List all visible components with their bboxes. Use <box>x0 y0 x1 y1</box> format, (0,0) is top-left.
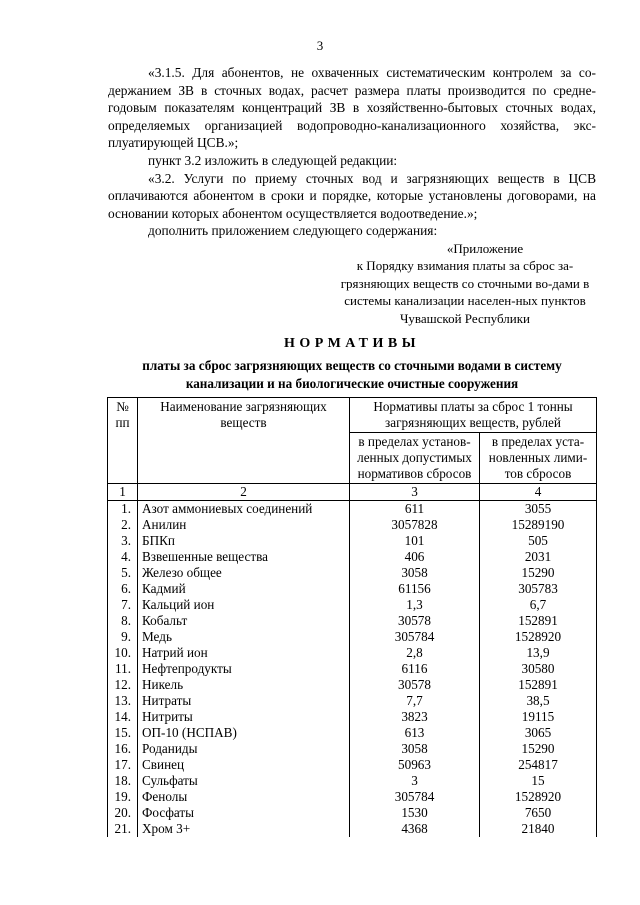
row-substance-name: Никель <box>138 677 350 693</box>
row-substance-name: БПКп <box>138 533 350 549</box>
row-limit-value: 30580 <box>480 661 597 677</box>
header-num: № пп <box>108 398 138 484</box>
row-substance-name: Свинец <box>138 757 350 773</box>
row-number: 1. <box>108 501 138 518</box>
paragraph-3-1-5: «3.1.5. Для абонентов, не охваченных систематическим контролем за со-держанием ЗВ в сточных водах, расчет размера платы производится по средне-годовым показателям концентраций ЗВ в хозяйственно-бытовых сточных водах, определяемых организацией водопроводно-канализационного хозяйства, экс-плуатирующей ЦСВ.»; <box>108 65 596 151</box>
row-substance-name: ОП-10 (НСПАВ) <box>138 725 350 741</box>
header-norms: Нормативы платы за сброс 1 тонны загрязняющих веществ, рублей <box>350 398 597 433</box>
table-row <box>108 741 597 757</box>
row-number: 3. <box>108 533 138 549</box>
row-number: 8. <box>108 613 138 629</box>
heading-subtitle: платы за сброс загрязняющих веществ со сточными водами в систему канализации и на биологические очистные сооружения <box>142 358 562 391</box>
row-substance-name: Фосфаты <box>138 805 350 821</box>
row-limit-value: 19115 <box>480 709 597 725</box>
table-row <box>108 805 597 821</box>
paragraph-point-3-2: пункт 3.2 изложить в следующей редакции: <box>148 152 398 168</box>
row-number: 15. <box>108 725 138 741</box>
table-row <box>108 533 597 549</box>
row-substance-name: Азот аммониевых соединений <box>138 501 350 518</box>
table-row <box>108 677 597 693</box>
norms-table <box>107 397 597 837</box>
table-row <box>108 773 597 789</box>
row-norm-value: 406 <box>350 549 480 565</box>
row-substance-name: Железо общее <box>138 565 350 581</box>
row-norm-value: 6116 <box>350 661 480 677</box>
row-limit-value: 3065 <box>480 725 597 741</box>
table-row <box>108 501 597 518</box>
row-number: 4. <box>108 549 138 565</box>
row-substance-name: Нефтепродукты <box>138 661 350 677</box>
page-number: 3 <box>316 38 324 53</box>
paragraph-3-2: «3.2. Услуги по приему сточных вод и загрязняющих веществ в ЦСВ оплачиваются абонентом в сроки и порядке, которые установлены договорами, на основании которых абонентом осуществляется водоотведение.»; <box>108 170 596 221</box>
table-row <box>108 661 597 677</box>
heading-main: НОРМАТИВЫ <box>284 336 420 351</box>
table-row <box>108 645 597 661</box>
table-row <box>108 613 597 629</box>
row-norm-value: 3058 <box>350 741 480 757</box>
body-text <box>108 64 596 240</box>
table-row <box>108 549 597 565</box>
table-row <box>108 517 597 533</box>
header-name: Наименование загрязняющих веществ <box>138 398 350 484</box>
row-norm-value: 305784 <box>350 789 480 805</box>
row-norm-value: 3 <box>350 773 480 789</box>
row-number: 21. <box>108 821 138 837</box>
table-row <box>108 757 597 773</box>
row-limit-value: 15290 <box>480 565 597 581</box>
row-norm-value: 613 <box>350 725 480 741</box>
appendix-title: «Приложение <box>446 241 524 256</box>
table-row <box>108 581 597 597</box>
table-row <box>108 789 597 805</box>
row-limit-value: 152891 <box>480 677 597 693</box>
row-norm-value: 61156 <box>350 581 480 597</box>
table-row <box>108 725 597 741</box>
row-norm-value: 1,3 <box>350 597 480 613</box>
row-number: 14. <box>108 709 138 725</box>
row-substance-name: Кадмий <box>138 581 350 597</box>
row-substance-name: Хром 3+ <box>138 821 350 837</box>
row-limit-value: 7650 <box>480 805 597 821</box>
col-number: 1 <box>108 484 138 501</box>
row-substance-name: Медь <box>138 629 350 645</box>
table-row <box>108 629 597 645</box>
row-number: 6. <box>108 581 138 597</box>
row-number: 17. <box>108 757 138 773</box>
row-limit-value: 6,7 <box>480 597 597 613</box>
row-limit-value: 15 <box>480 773 597 789</box>
row-norm-value: 3823 <box>350 709 480 725</box>
table-body <box>108 501 597 838</box>
appendix-header <box>340 240 590 327</box>
table-row <box>108 709 597 725</box>
table-row <box>108 597 597 613</box>
row-number: 7. <box>108 597 138 613</box>
row-substance-name: Анилин <box>138 517 350 533</box>
row-norm-value: 7,7 <box>350 693 480 709</box>
row-substance-name: Кобальт <box>138 613 350 629</box>
row-substance-name: Роданиды <box>138 741 350 757</box>
row-number: 2. <box>108 517 138 533</box>
row-limit-value: 505 <box>480 533 597 549</box>
row-norm-value: 30578 <box>350 613 480 629</box>
row-substance-name: Сульфаты <box>138 773 350 789</box>
row-number: 12. <box>108 677 138 693</box>
row-number: 13. <box>108 693 138 709</box>
row-norm-value: 611 <box>350 501 480 518</box>
header-within-limits: в пределах уста-новленных лими-тов сбросов <box>480 433 597 484</box>
row-limit-value: 15289190 <box>480 517 597 533</box>
row-norm-value: 4368 <box>350 821 480 837</box>
row-substance-name: Натрий ион <box>138 645 350 661</box>
row-norm-value: 3058 <box>350 565 480 581</box>
row-norm-value: 101 <box>350 533 480 549</box>
row-norm-value: 50963 <box>350 757 480 773</box>
row-number: 18. <box>108 773 138 789</box>
row-number: 19. <box>108 789 138 805</box>
appendix-text: к Порядку взимания платы за сброс за-грязняющих веществ со сточными во-дами в системы канализации населен-ных пунктов Чувашской Республики <box>340 258 590 326</box>
table-row <box>108 693 597 709</box>
row-limit-value: 15290 <box>480 741 597 757</box>
row-number: 10. <box>108 645 138 661</box>
row-limit-value: 38,5 <box>480 693 597 709</box>
header-within-norms: в пределах установ-ленных допустимых нормативов сбросов <box>350 433 480 484</box>
table-header <box>108 398 597 501</box>
row-number: 9. <box>108 629 138 645</box>
row-limit-value: 305783 <box>480 581 597 597</box>
row-substance-name: Взвешенные вещества <box>138 549 350 565</box>
col-number: 2 <box>138 484 350 501</box>
row-limit-value: 1528920 <box>480 629 597 645</box>
row-limit-value: 152891 <box>480 613 597 629</box>
row-number: 20. <box>108 805 138 821</box>
document-heading <box>108 335 596 392</box>
table-row <box>108 565 597 581</box>
row-norm-value: 305784 <box>350 629 480 645</box>
col-number: 3 <box>350 484 480 501</box>
row-limit-value: 21840 <box>480 821 597 837</box>
row-number: 16. <box>108 741 138 757</box>
row-substance-name: Фенолы <box>138 789 350 805</box>
column-numbers-row <box>108 484 597 501</box>
row-limit-value: 3055 <box>480 501 597 518</box>
row-limit-value: 13,9 <box>480 645 597 661</box>
row-substance-name: Нитриты <box>138 709 350 725</box>
row-limit-value: 2031 <box>480 549 597 565</box>
row-limit-value: 1528920 <box>480 789 597 805</box>
row-number: 11. <box>108 661 138 677</box>
row-number: 5. <box>108 565 138 581</box>
row-norm-value: 1530 <box>350 805 480 821</box>
row-norm-value: 2,8 <box>350 645 480 661</box>
row-limit-value: 254817 <box>480 757 597 773</box>
table-row <box>108 821 597 837</box>
row-norm-value: 30578 <box>350 677 480 693</box>
row-norm-value: 3057828 <box>350 517 480 533</box>
col-number: 4 <box>480 484 597 501</box>
paragraph-add-appendix: дополнить приложением следующего содержания: <box>148 223 438 239</box>
row-substance-name: Нитраты <box>138 693 350 709</box>
row-substance-name: Кальций ион <box>138 597 350 613</box>
